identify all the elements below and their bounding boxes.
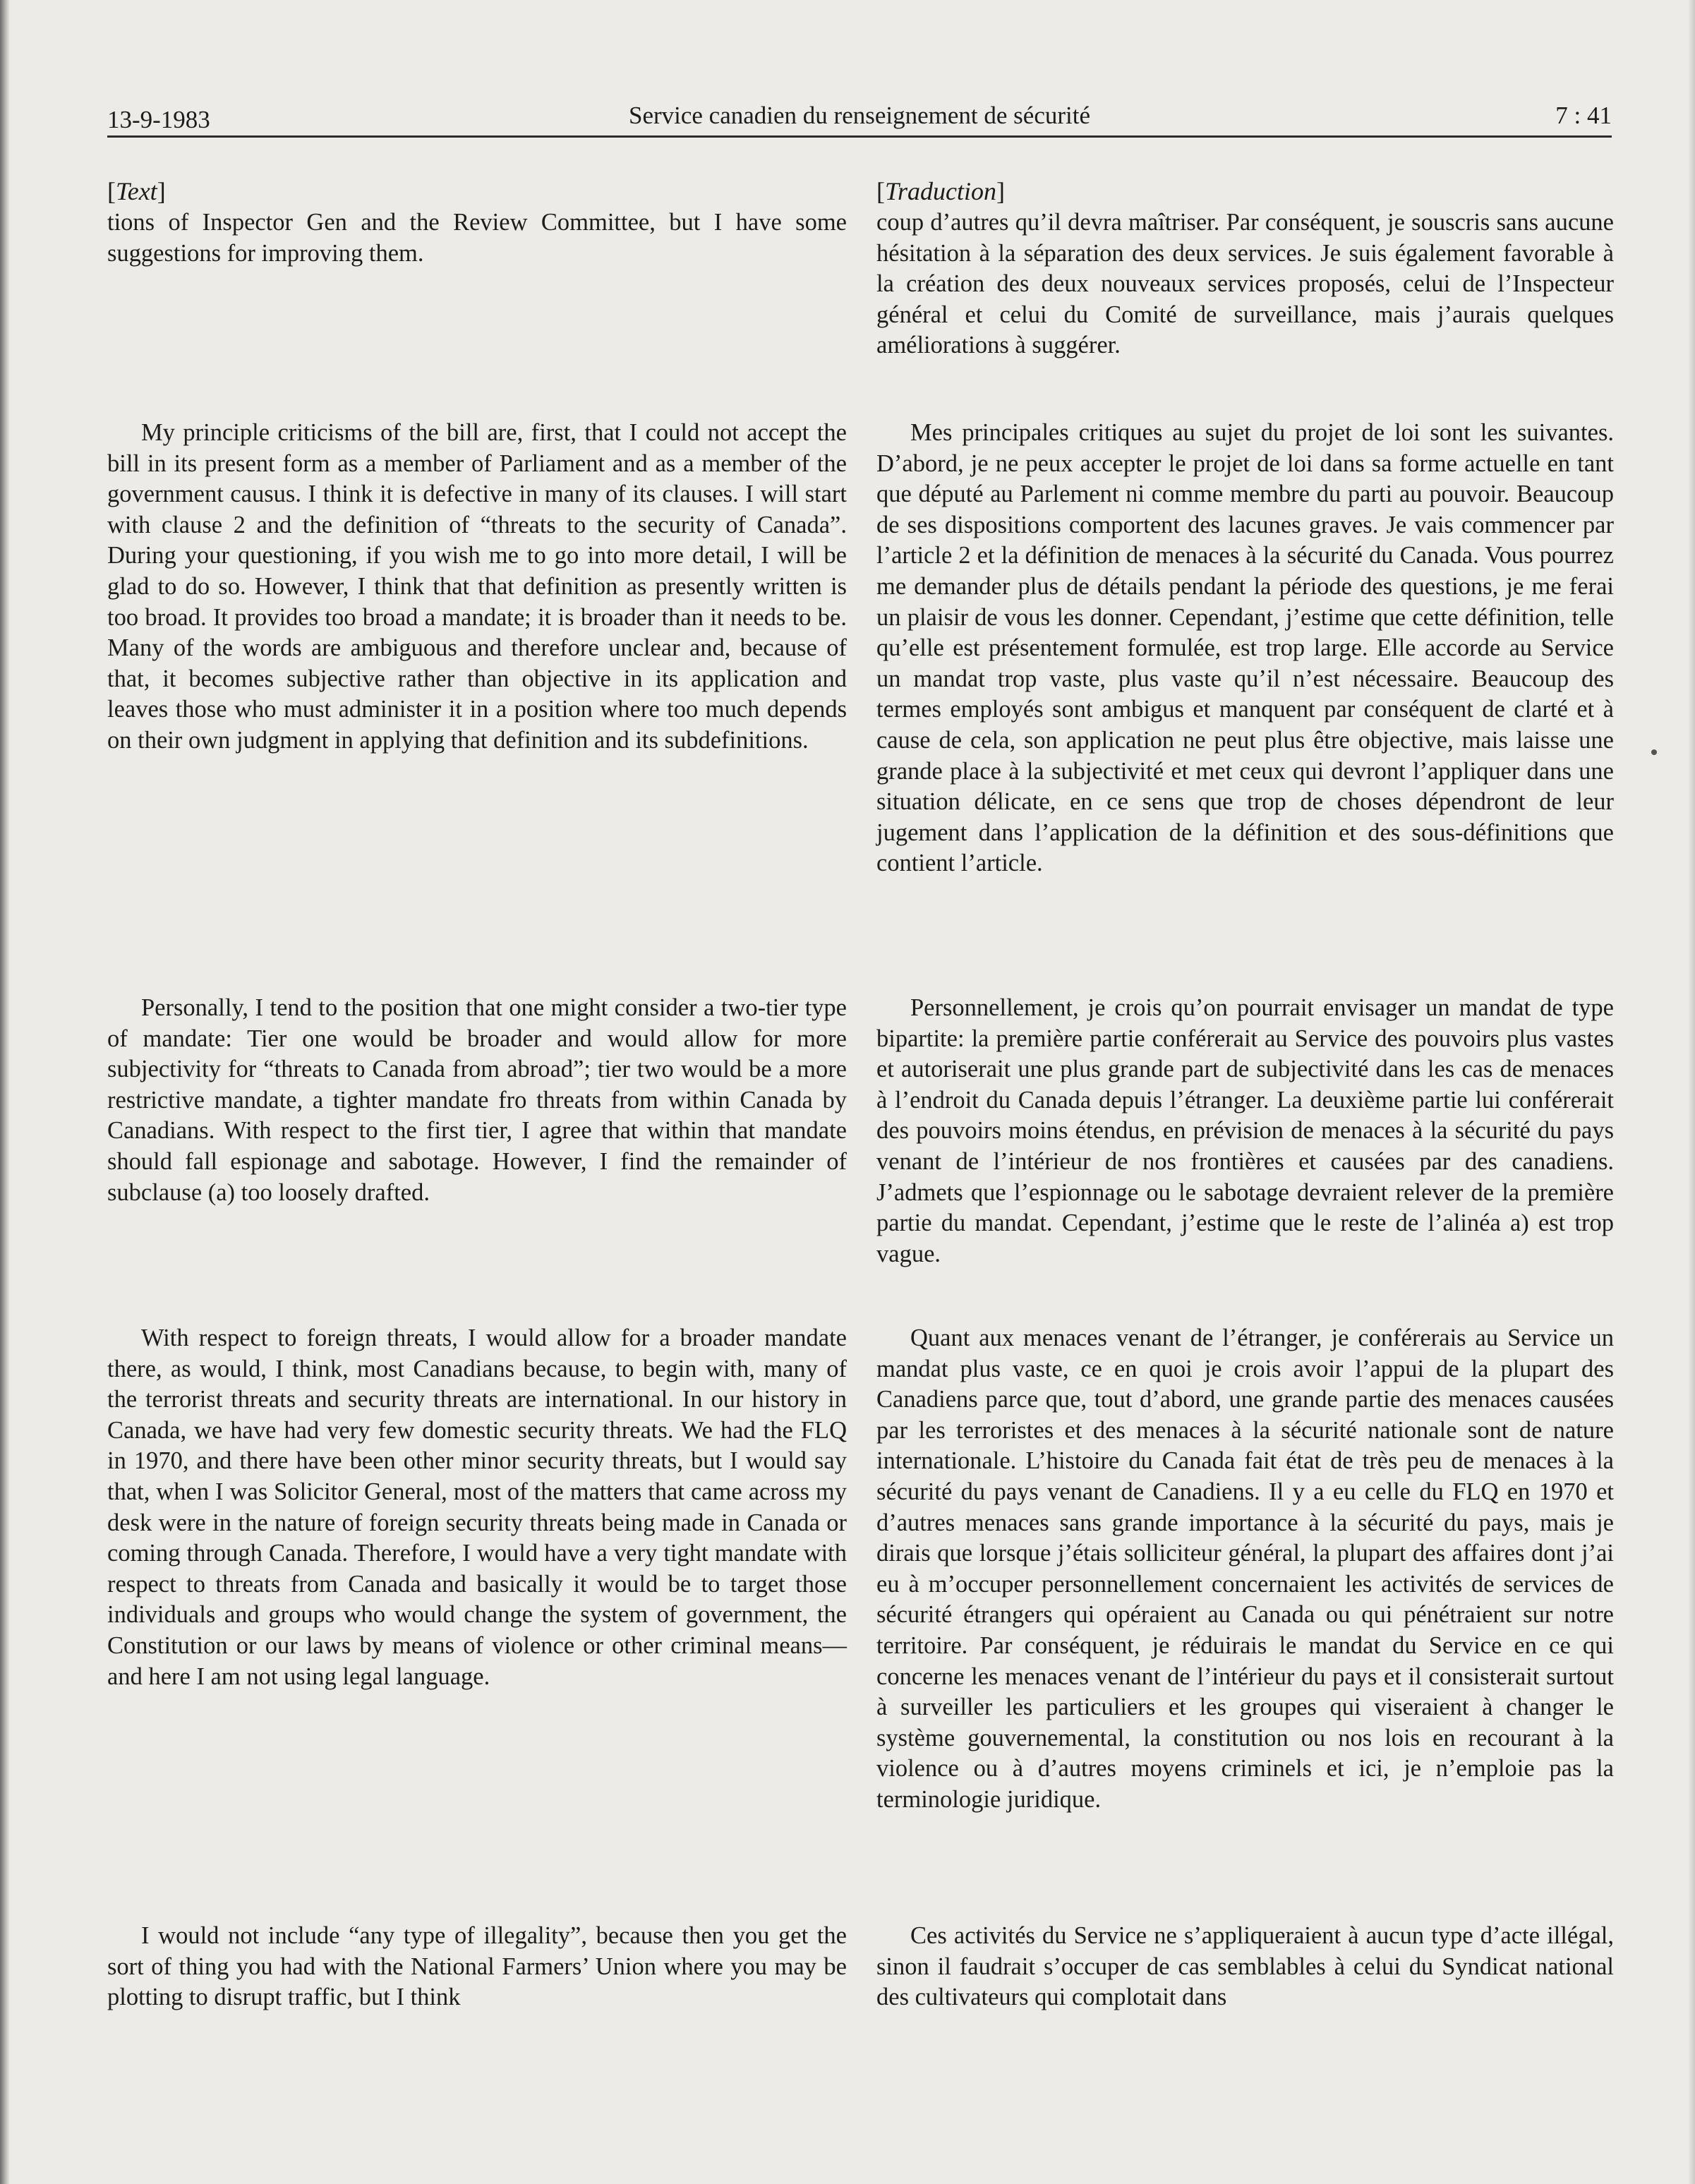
header-title: Service canadien du renseignement de sécurité — [628, 102, 1090, 129]
label-open-bracket: [ — [107, 177, 116, 205]
left-paragraph: With respect to foreign threats, I would allow for a broader mandate there, as would, I think, most Canadians because, to begin with, many of the terrorist threats and security threats are international. In our history in Canada, we have had very few domestic security threats. We had the FLQ in 1970, and there have been other minor security threats, but I would say that, when I was Solicitor General, most of the matters that came across my desk were in the nature of foreign security threats being made in Canada or coming through Canada. Therefore, I would have a very tight mandate with respect to threats from Canada and basically it would be to target those individuals and groups who would change the system of government, the Constitution or our laws by means of violence or other criminal means—and here I am not using legal language. — [107, 1325, 847, 1690]
label-text: Traduction — [885, 177, 997, 205]
label-open-bracket: [ — [876, 177, 885, 205]
left-column-english — [107, 176, 847, 2011]
right-column-french — [876, 176, 1614, 2011]
right-paragraph: Ces activités du Service ne s’appliqueraient à aucun type d’acte illégal, sinon il faudrait s’occuper de cas semblables à celui du Syndicat national des cultivateurs qui complotait dans — [876, 1922, 1614, 2011]
right-paragraph: Personnellement, je crois qu’on pourrait envisager un mandat de type bipartite: la première partie conférerait au Service des pouvoirs plus vastes et autoriserait une plus grande part de subjectivité dans les cas de menaces à l’endroit du Canada depuis l’étranger. La deuxième partie lui conférerait des pouvoirs moins étendus, en prévision de menaces à la sécurité du pays venant de l’intérieur de nos frontières et causées par des canadiens. J’admets que l’espionnage ou le sabotage devraient relever de la première partie du mandat. Cependant, j’estime que le reste de l’alinéa a) est trop vague. — [876, 994, 1614, 1267]
page-right-edge-shadow — [1688, 0, 1695, 2184]
left-paragraph: My principle criticisms of the bill are, first, that I could not accept the bill in its present form as a member of Parliament and as a member of the government causus. I think it is defective in many of its clauses. I will start with clause 2 and the definition of “threats to the security of Canada”. During your questioning, if you wish me to go into more detail, I will be glad to do so. However, I think that that definition as presently written is too broad. It provides too broad a mandate; it is broader than it needs to be. Many of the words are ambiguous and therefore unclear and, because of that, it becomes subjective rather than objective in its application and leaves those who must administer it in a position where too much depends on their own judgment in applying that definition and its subdefinitions. — [107, 419, 847, 754]
right-column-label — [876, 176, 1614, 207]
ink-speck — [1651, 749, 1657, 755]
left-paragraph: I would not include “any type of illegality”, because then you get the sort of thing you had with the National Farmers’ Union where you may be plotting to disrupt traffic, but I think — [107, 1922, 847, 2011]
left-paragraph: Personally, I tend to the position that one might consider a two-tier type of mandate: Tier one would be broader and would allow for more subjectivity for “threats to Canada from abroad”; tier two would be a more restrictive mandate, a tighter mandate fro threats from within Canada by Canadians. With respect to the first tier, I agree that within that mandate should fall espionage and sabotage. However, I find the remainder of subclause (a) too loosely drafted. — [107, 994, 847, 1206]
header-page-number: 7 : 41 — [1555, 102, 1612, 129]
label-text: Text — [116, 177, 157, 205]
right-paragraph: Mes principales critiques au sujet du projet de loi sont les suivantes. D’abord, je ne peux accepter le projet de loi dans sa forme actuelle en tant que député au Parlement ni comme membre du parti au pouvoir. Beaucoup de ses dispositions comportent des lacunes graves. Je vais commencer par l’article 2 et la définition de menaces à la sécurité du Canada. Vous pourrez me demander plus de détails pendant la période des questions, je me ferai un plaisir de vous les donner. Cependant, j’estime que cette définition, telle qu’elle est présentement formulée, est trop large. Elle accorde au Service un mandat trop vaste, plus vaste qu’il n’est nécessaire. Beaucoup des termes employés sont ambigus et manquent par conséquent de clarté et à cause de cela, son application ne peut plus être objective, mais laisse une grande place à la subjectivité et met ceux qui devront l’appliquer dans une situation délicate, en ce sens que trop de choses dépendront de leur jugement dans l’application de la définition et des sous-définitions que contient l’article. — [876, 419, 1614, 877]
label-close-bracket: ] — [157, 177, 166, 205]
right-paragraph: coup d’autres qu’il devra maîtriser. Par conséquent, je souscris sans aucune hésitation à la séparation des deux services. Je suis également favorable à la création des deux nouveaux services proposés, celui de l’Inspecteur général et celui du Comité de surveillance, mais j’aurais quelques améliorations à suggérer. — [876, 209, 1614, 359]
page-left-edge-shadow — [0, 0, 10, 2184]
header-date: 13-9-1983 — [107, 106, 210, 133]
left-paragraph: tions of Inspector Gen and the Review Committee, but I have some suggestions for improving them. — [107, 209, 847, 267]
page-header — [107, 100, 1612, 138]
right-paragraph: Quant aux menaces venant de l’étranger, je conférerais au Service un mandat plus vaste, ce en quoi je crois avoir l’appui de la plupart des Canadiens parce que, tout d’abord, une grande partie des menaces causées par les terroristes et des menaces à la sécurité nationale sont de nature internationale. L’histoire du Canada fait état de très peu de menaces à la sécurité du pays venant de Canadiens. Il y a eu celle du FLQ en 1970 et d’autres menaces sans grande importance à la sécurité du pays, mais je dirais que lorsque j’étais solliciteur général, la plupart des affaires dont j’ai eu à m’occuper personnellement concernaient les activités de services de sécurité étrangers qui opéraient au Canada ou qui pénétraient sur notre territoire. Par conséquent, je réduirais le mandat du Service en ce qui concerne les menaces venant de l’intérieur du pays et il consisterait surtout à surveiller les particuliers et les groupes qui viseraient à changer le système gouvernemental, la constitution ou nos lois en recourant à la violence ou à d’autres moyens criminels et ici, je n’emploie pas la terminologie juridique. — [876, 1325, 1614, 1813]
label-close-bracket: ] — [996, 177, 1006, 205]
left-column-label — [107, 176, 847, 207]
